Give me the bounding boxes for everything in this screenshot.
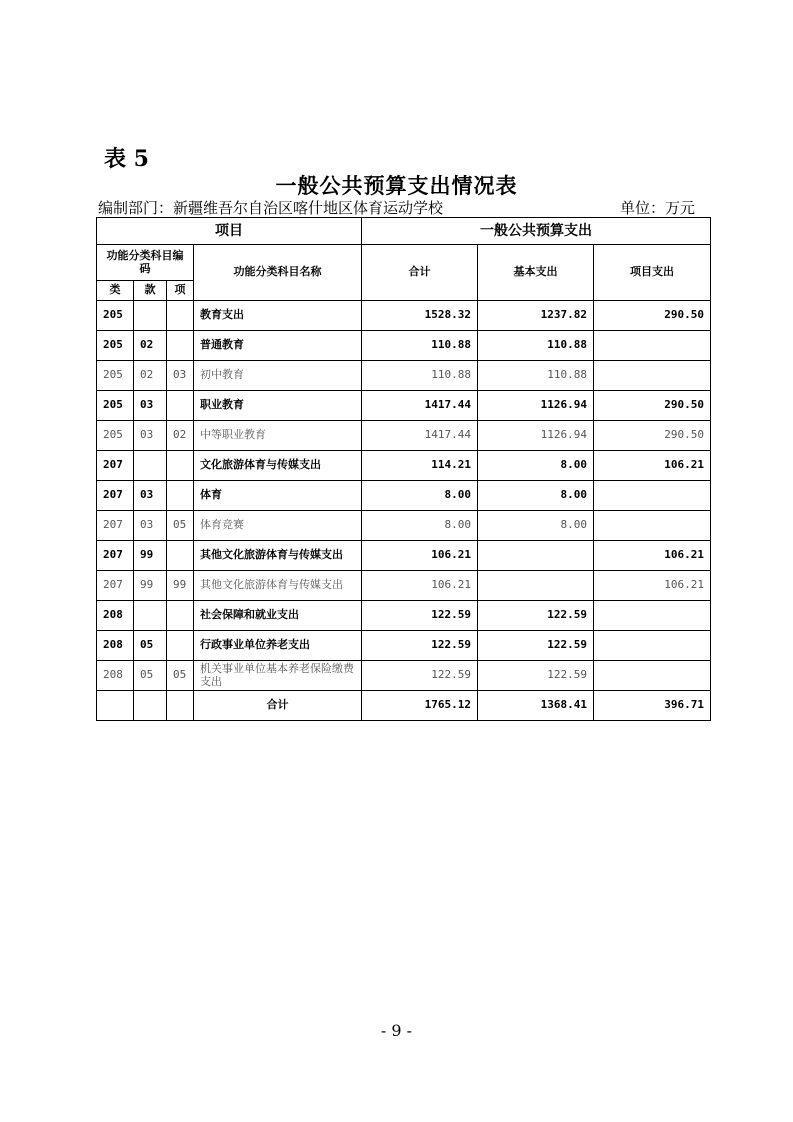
cell-function-name: 文化旅游体育与传媒支出 (194, 451, 362, 481)
cell-total: 122.59 (362, 661, 478, 691)
cell-function-name: 机关事业单位基本养老保险缴费支出 (194, 661, 362, 691)
cell-project-expenditure (594, 361, 711, 391)
cell-xiang (167, 541, 194, 571)
cell-xiang: 99 (167, 571, 194, 601)
cell-project-expenditure (594, 601, 711, 631)
cell-basic-expenditure: 1237.82 (478, 301, 594, 331)
header-function-name: 功能分类科目名称 (194, 245, 362, 301)
cell-kuan: 99 (134, 541, 167, 571)
header-xiang: 项 (167, 281, 194, 301)
cell-xiang (167, 331, 194, 361)
empty-cell (134, 691, 167, 721)
table-row (97, 361, 711, 391)
cell-total: 106.21 (362, 541, 478, 571)
cell-total: 8.00 (362, 481, 478, 511)
cell-project-expenditure (594, 631, 711, 661)
cell-kuan: 02 (134, 331, 167, 361)
cell-xiang (167, 301, 194, 331)
cell-basic-expenditure: 8.00 (478, 511, 594, 541)
department-label: 编制部门：新疆维吾尔自治区喀什地区体育运动学校 (98, 199, 444, 217)
cell-basic-expenditure: 8.00 (478, 451, 594, 481)
cell-basic-expenditure: 1126.94 (478, 421, 594, 451)
cell-kuan (134, 301, 167, 331)
cell-kuan: 05 (134, 661, 167, 691)
cell-total: 106.21 (362, 571, 478, 601)
unit-label: 单位：万元 (619, 199, 695, 217)
cell-function-name: 其他文化旅游体育与传媒支出 (194, 541, 362, 571)
cell-xiang (167, 451, 194, 481)
cell-basic-expenditure: 122.59 (478, 661, 594, 691)
budget-expenditure-table (96, 217, 711, 721)
cell-lei: 205 (97, 361, 134, 391)
table-row (97, 451, 711, 481)
cell-project-expenditure: 106.21 (594, 541, 711, 571)
cell-basic-expenditure: 110.88 (478, 331, 594, 361)
table-row (97, 661, 711, 691)
header-project: 项目 (97, 218, 362, 245)
table-row (97, 421, 711, 451)
cell-project-expenditure: 290.50 (594, 421, 711, 451)
total-label: 合计 (194, 691, 362, 721)
header-lei: 类 (97, 281, 134, 301)
cell-project-expenditure: 290.50 (594, 301, 711, 331)
header-function-code: 功能分类科目编码 (97, 245, 194, 281)
cell-lei: 205 (97, 331, 134, 361)
cell-basic-expenditure (478, 541, 594, 571)
cell-basic-expenditure: 110.88 (478, 361, 594, 391)
cell-xiang (167, 631, 194, 661)
cell-function-name: 初中教育 (194, 361, 362, 391)
cell-xiang: 05 (167, 511, 194, 541)
document-title: 一般公共预算支出情况表 (275, 173, 518, 198)
cell-kuan: 03 (134, 511, 167, 541)
table-row (97, 481, 711, 511)
cell-function-name: 体育竞赛 (194, 511, 362, 541)
cell-kuan (134, 601, 167, 631)
cell-kuan: 03 (134, 421, 167, 451)
cell-function-name: 行政事业单位养老支出 (194, 631, 362, 661)
cell-project-expenditure: 106.21 (594, 571, 711, 601)
table-row (97, 511, 711, 541)
cell-function-name: 普通教育 (194, 331, 362, 361)
cell-basic-expenditure: 1126.94 (478, 391, 594, 421)
table-row (97, 601, 711, 631)
empty-cell (97, 691, 134, 721)
cell-lei: 208 (97, 661, 134, 691)
cell-kuan: 05 (134, 631, 167, 661)
cell-lei: 207 (97, 451, 134, 481)
cell-project-expenditure (594, 331, 711, 361)
cell-function-name: 体育 (194, 481, 362, 511)
cell-basic-expenditure: 122.59 (478, 601, 594, 631)
cell-lei: 205 (97, 421, 134, 451)
cell-xiang (167, 481, 194, 511)
table-row (97, 631, 711, 661)
table-row (97, 391, 711, 421)
cell-lei: 205 (97, 391, 134, 421)
cell-xiang (167, 601, 194, 631)
cell-basic-expenditure (478, 571, 594, 601)
cell-total: 110.88 (362, 361, 478, 391)
empty-cell (167, 691, 194, 721)
cell-project-expenditure (594, 661, 711, 691)
cell-project-expenditure: 106.21 (594, 451, 711, 481)
cell-basic-expenditure: 8.00 (478, 481, 594, 511)
cell-kuan: 02 (134, 361, 167, 391)
cell-project-expenditure (594, 511, 711, 541)
total-sum: 1765.12 (362, 691, 478, 721)
cell-lei: 207 (97, 511, 134, 541)
cell-kuan: 03 (134, 391, 167, 421)
header-project-expenditure: 项目支出 (594, 245, 711, 301)
cell-total: 110.88 (362, 331, 478, 361)
cell-function-name: 社会保障和就业支出 (194, 601, 362, 631)
table-row (97, 571, 711, 601)
header-basic-expenditure: 基本支出 (478, 245, 594, 301)
cell-lei: 208 (97, 601, 134, 631)
cell-total: 122.59 (362, 631, 478, 661)
cell-function-name: 其他文化旅游体育与传媒支出 (194, 571, 362, 601)
page-number: - 9 - (380, 1021, 413, 1040)
cell-xiang (167, 391, 194, 421)
cell-kuan: 03 (134, 481, 167, 511)
cell-total: 1417.44 (362, 421, 478, 451)
cell-xiang: 05 (167, 661, 194, 691)
cell-lei: 207 (97, 481, 134, 511)
header-total: 合计 (362, 245, 478, 301)
cell-total: 122.59 (362, 601, 478, 631)
cell-function-name: 职业教育 (194, 391, 362, 421)
cell-total: 8.00 (362, 511, 478, 541)
cell-project-expenditure: 290.50 (594, 391, 711, 421)
cell-function-name: 中等职业教育 (194, 421, 362, 451)
cell-function-name: 教育支出 (194, 301, 362, 331)
header-budget-expenditure: 一般公共预算支出 (362, 218, 711, 245)
cell-total: 1528.32 (362, 301, 478, 331)
table-row (97, 541, 711, 571)
cell-total: 1417.44 (362, 391, 478, 421)
cell-kuan: 99 (134, 571, 167, 601)
cell-kuan (134, 451, 167, 481)
cell-lei: 207 (97, 541, 134, 571)
total-basic-expenditure: 1368.41 (478, 691, 594, 721)
cell-xiang: 03 (167, 361, 194, 391)
total-project-expenditure: 396.71 (594, 691, 711, 721)
header-kuan: 款 (134, 281, 167, 301)
cell-xiang: 02 (167, 421, 194, 451)
cell-total: 114.21 (362, 451, 478, 481)
total-row (97, 691, 711, 721)
cell-lei: 208 (97, 631, 134, 661)
cell-basic-expenditure: 122.59 (478, 631, 594, 661)
cell-lei: 207 (97, 571, 134, 601)
cell-project-expenditure (594, 481, 711, 511)
table-number-label: 表 5 (104, 146, 149, 172)
table-row (97, 301, 711, 331)
table-row (97, 331, 711, 361)
cell-lei: 205 (97, 301, 134, 331)
